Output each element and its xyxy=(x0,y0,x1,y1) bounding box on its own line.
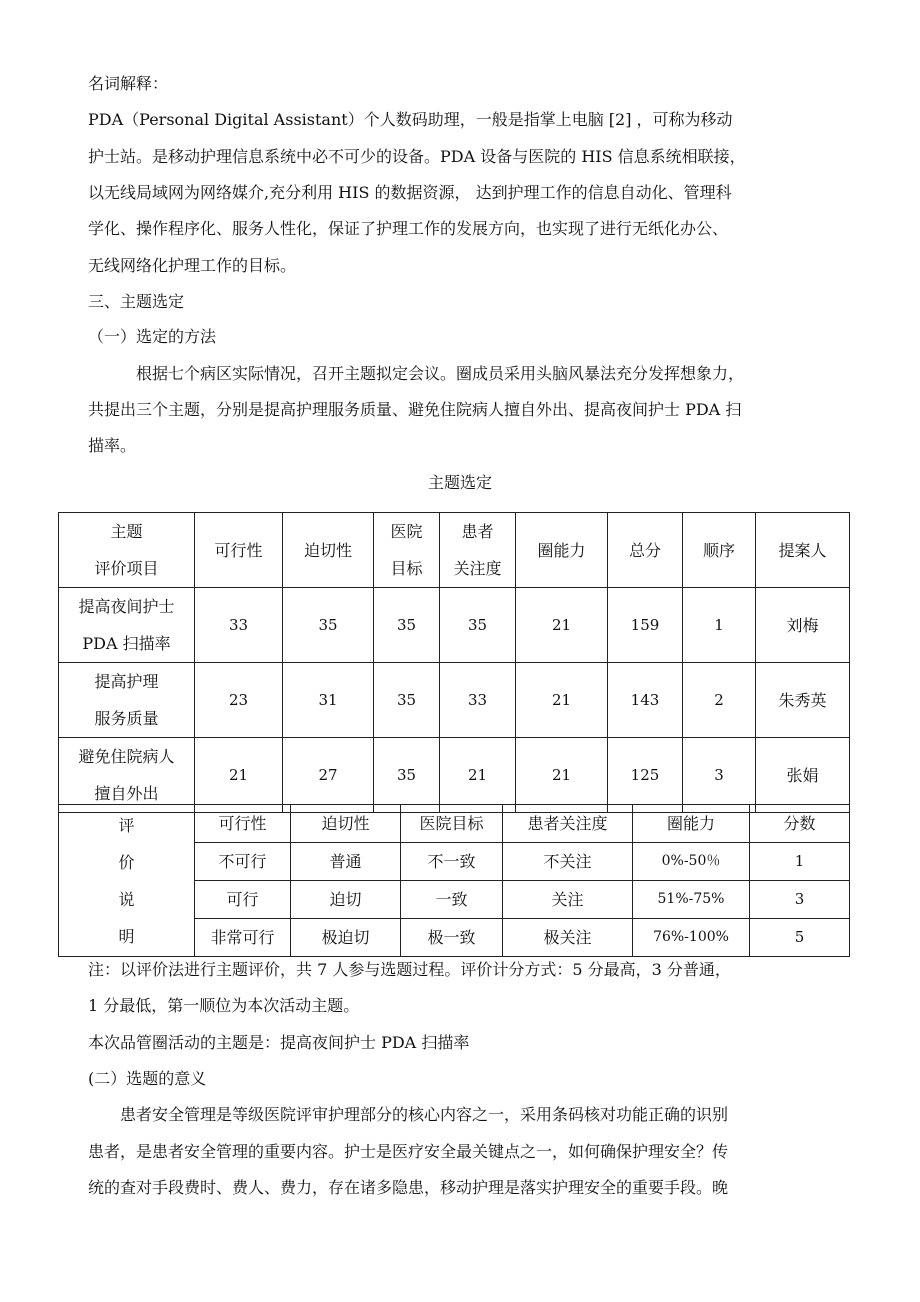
paragraph-line: 描率。 xyxy=(88,436,137,455)
topic-cell: 提高夜间护士 PDA 扫描率 xyxy=(59,588,195,663)
intro-line: 学化、操作程序化、服务人性化，保证了护理工作的发展方向，也实现了进行无纸化办公、 xyxy=(88,219,729,238)
legend-header-cell: 分数 xyxy=(750,805,850,843)
legend-cell: 0%-50％ xyxy=(633,843,750,881)
paragraph-line: 共提出三个主题，分别是提高护理服务质量、避免住院病人擅自外出、提高夜间护士 PDA 扫 xyxy=(88,400,742,419)
legend-score: 3 xyxy=(750,881,850,919)
circle-ability-score: 21 xyxy=(516,588,608,663)
feasibility-score: 33 xyxy=(195,588,283,663)
header-urgency: 迫切性 xyxy=(283,513,374,588)
legend-cell: 不关注 xyxy=(503,843,633,881)
paragraph-line: 统的查对手段费时、费人、费力，存在诸多隐患，移动护理是落实护理安全的重要手段。晚 xyxy=(88,1178,729,1197)
subsection-heading: （一）选定的方法 xyxy=(88,327,217,346)
proposer-name: 张娟 xyxy=(756,738,850,813)
legend-cell: 不一致 xyxy=(401,843,503,881)
table-title: 主题选定 xyxy=(427,473,492,492)
legend-cell: 51%-75% xyxy=(633,881,750,919)
legend-header-cell: 患者关注度 xyxy=(503,805,633,843)
note-line: 1 分最低，第一顺位为本次活动主题。 xyxy=(88,996,360,1015)
header-circle-ability: 圈能力 xyxy=(516,513,608,588)
total-score: 143 xyxy=(608,663,683,738)
legend-header-cell: 可行性 xyxy=(195,805,291,843)
header-patient-concern: 患者 关注度 xyxy=(440,513,516,588)
patient-concern-score: 35 xyxy=(440,588,516,663)
legend-score: 5 xyxy=(750,919,850,957)
legend-cell: 76%-100% xyxy=(633,919,750,957)
hospital-goal-score: 35 xyxy=(374,588,440,663)
proposer-name: 朱秀英 xyxy=(756,663,850,738)
urgency-score: 27 xyxy=(283,738,374,813)
paragraph-line: 根据七个病区实际情况，召开主题拟定会议。圈成员采用头脑风暴法充分发挥想象力， xyxy=(136,364,745,383)
feasibility-score: 21 xyxy=(195,738,283,813)
theme-statement: 本次品管圈活动的主题是：提高夜间护士 PDA 扫描率 xyxy=(88,1033,470,1052)
circle-ability-score: 21 xyxy=(516,738,608,813)
intro-line: 无线网络化护理工作的目标。 xyxy=(88,256,297,275)
patient-concern-score: 21 xyxy=(440,738,516,813)
header-hospital-goal: 医院 目标 xyxy=(374,513,440,588)
section-heading: 三、主题选定 xyxy=(88,292,185,311)
legend-score: 1 xyxy=(750,843,850,881)
legend-cell: 非常可行 xyxy=(195,919,291,957)
header-rank: 顺序 xyxy=(683,513,756,588)
feasibility-score: 23 xyxy=(195,663,283,738)
legend-cell: 极一致 xyxy=(401,919,503,957)
total-score: 159 xyxy=(608,588,683,663)
legend-cell: 一致 xyxy=(401,881,503,919)
header-total: 总分 xyxy=(608,513,683,588)
rank-value: 1 xyxy=(683,588,756,663)
topic-scores-table xyxy=(58,512,850,813)
total-score: 125 xyxy=(608,738,683,813)
evaluation-legend-table xyxy=(58,804,850,957)
legend-cell: 不可行 xyxy=(195,843,291,881)
legend-cell: 迫切 xyxy=(291,881,401,919)
topic-cell: 避免住院病人 擅自外出 xyxy=(59,738,195,813)
intro-line: 以无线局域网为网络媒介,充分利用 HIS 的数据资源， 达到护理工作的信息自动化、管理科 xyxy=(88,183,732,202)
table-row xyxy=(59,663,850,738)
legend-cell: 极迫切 xyxy=(291,919,401,957)
subsection-heading: (二）选题的意义 xyxy=(88,1069,207,1088)
legend-header-cell: 圈能力 xyxy=(633,805,750,843)
legend-cell: 极关注 xyxy=(503,919,633,957)
table-header-row xyxy=(59,513,850,588)
rank-value: 3 xyxy=(683,738,756,813)
intro-line: PDA（Personal Digital Assistant）个人数码助理，一般是指掌上电脑 [2] ，可称为移动 xyxy=(88,110,733,129)
paragraph-line: 患者安全管理是等级医院评审护理部分的核心内容之一，采用条码核对功能正确的识别 xyxy=(120,1105,729,1124)
note-line: 注：以评价法进行主题评价，共 7 人参与选题过程。评价计分方式：5 分最高，3 分普通， xyxy=(88,960,731,979)
urgency-score: 31 xyxy=(283,663,374,738)
header-feasibility: 可行性 xyxy=(195,513,283,588)
header-proposer: 提案人 xyxy=(756,513,850,588)
rank-value: 2 xyxy=(683,663,756,738)
circle-ability-score: 21 xyxy=(516,663,608,738)
legend-side-label: 评 价 说 明 xyxy=(59,805,195,957)
legend-cell: 可行 xyxy=(195,881,291,919)
legend-header-cell: 医院目标 xyxy=(401,805,503,843)
topic-cell: 提高护理 服务质量 xyxy=(59,663,195,738)
header-corner: 主题 评价项目 xyxy=(59,513,195,588)
table-row xyxy=(59,588,850,663)
table-row xyxy=(59,738,850,813)
intro-line: 护士站。是移动护理信息系统中必不可少的设备。PDA 设备与医院的 HIS 信息系统相联接， xyxy=(88,147,746,166)
legend-cell: 关注 xyxy=(503,881,633,919)
legend-header-row xyxy=(59,805,850,843)
legend-header-cell: 迫切性 xyxy=(291,805,401,843)
hospital-goal-score: 35 xyxy=(374,738,440,813)
proposer-name: 刘梅 xyxy=(756,588,850,663)
legend-cell: 普通 xyxy=(291,843,401,881)
patient-concern-score: 33 xyxy=(440,663,516,738)
paragraph-line: 患者，是患者安全管理的重要内容。护士是医疗安全最关键点之一，如何确保护理安全？传 xyxy=(88,1142,729,1161)
urgency-score: 35 xyxy=(283,588,374,663)
hospital-goal-score: 35 xyxy=(374,663,440,738)
glossary-heading: 名词解释： xyxy=(88,74,169,93)
